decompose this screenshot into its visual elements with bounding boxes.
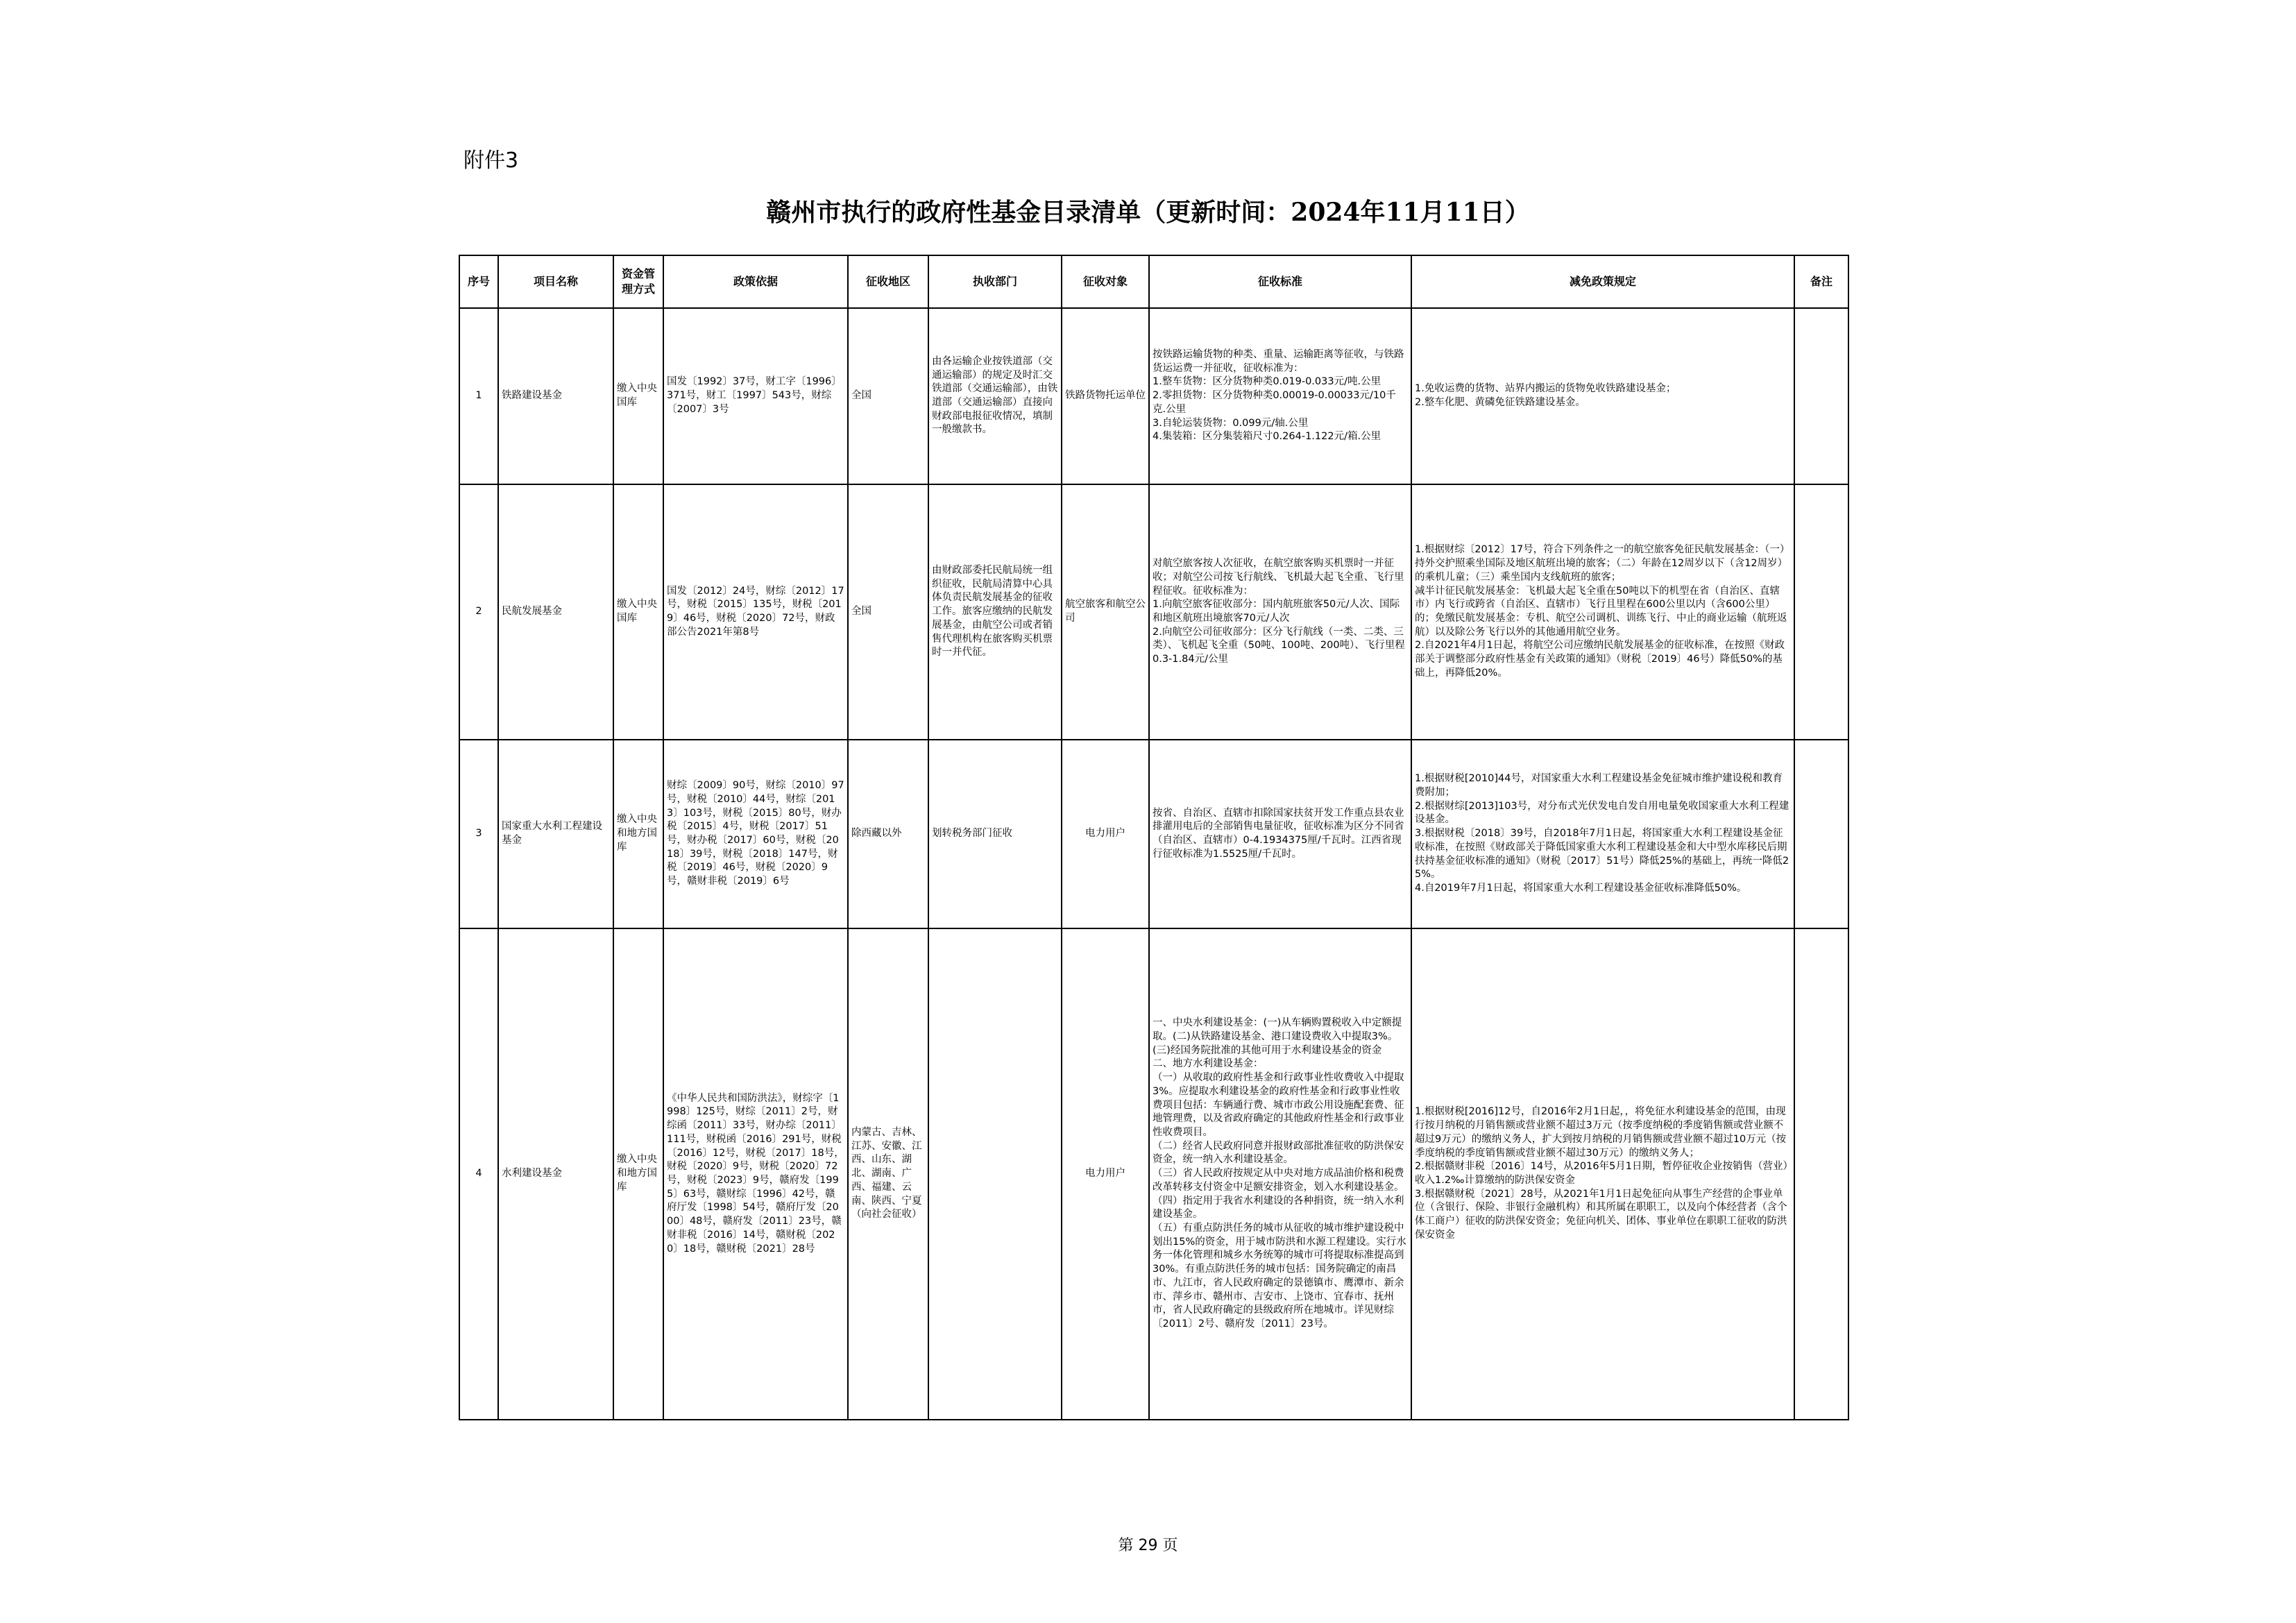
cell-mgmt: 缴入中央国库	[613, 308, 663, 484]
cell-basis: 《中华人民共和国防洪法》，财综字〔1998〕125号，财综〔2011〕2号，财综函〔2011〕33号，财办综〔2011〕111号，财税函〔2016〕291号，财税〔2016〕12号，财税〔2017〕18号，财税〔2020〕9号，财税〔2020〕72号，财税〔2023〕9号，赣府发〔1995〕63号，赣财综〔1996〕42号，赣府厅发〔1998〕54号，赣府厅发〔2000〕48号，赣府发〔2011〕23号，赣财非税〔2016〕14号，赣财税〔2020〕18号，赣财税〔2021〕28号	[663, 928, 848, 1420]
cell-exemption: 1.根据财综〔2012〕17号，符合下列条件之一的航空旅客免征民航发展基金：（一）持外交护照乘坐国际及地区航班出境的旅客；（二）年龄在12周岁以下（含12周岁）的乘机儿童；（三）乘坐国内支线航班的旅客； 减半计征民航发展基金：飞机最大起飞全重在50吨以下的机型在省（自治区、直辖市）内飞行或跨省（自治区、直辖市）飞行且里程在600公里以内（含600公里）的；免缴民航发展基金：专机、航空公司调机、训练飞行、中止的商业运输（航班返航）以及除公务飞行以外的其他通用航空业务。 2.自2021年4月1日起，将航空公司应缴纳民航发展基金的征收标准，在按照《财政部关于调整部分政府性基金有关政策的通知》（财税〔2019〕46号）降低50%的基础上，再降低20%。	[1411, 484, 1794, 740]
cell-target: 铁路货物托运单位	[1062, 308, 1149, 484]
cell-region: 除西藏以外	[848, 740, 928, 928]
cell-name: 铁路建设基金	[498, 308, 613, 484]
cell-seq: 2	[459, 484, 498, 740]
cell-standard: 按铁路运输货物的种类、重量、运输距离等征收，与铁路货运运费一并征收，征收标准为： 1.整车货物：区分货物种类0.019-0.033元/吨.公里 2.零担货物：区分货物种类0.00019-0.00033元/10千克.公里 3.自轮运装货物：0.099元/轴.公里 4.集装箱：区分集装箱尺寸0.264-1.122元/箱.公里	[1149, 308, 1411, 484]
table-row	[459, 928, 1848, 1420]
cell-seq: 3	[459, 740, 498, 928]
header-target: 征收对象	[1062, 255, 1149, 308]
cell-standard: 一、中央水利建设基金：(一)从车辆购置税收入中定额提取。(二)从铁路建设基金、港口建设费收入中提取3%。(三)经国务院批准的其他可用于水利建设基金的资金 二、地方水利建设基金： （一）从收取的政府性基金和行政事业性收费收入中提取3%。应提取水利建设基金的政府性基金和行政事业性收费项目包括：车辆通行费、城市市政公用设施配套费、征地管理费，以及省政府确定的其他政府性基金和行政事业性收费项目。 （二）经省人民政府同意并报财政部批准征收的防洪保安资金，统一纳入水利建设基金。 （三）省人民政府按规定从中央对地方成品油价格和税费改革转移支付资金中足额安排资金，划入水利建设基金。 （四）指定用于我省水利建设的各种捐资，统一纳入水利建设基金。 （五）有重点防洪任务的城市从征收的城市维护建设税中划出15%的资金，用于城市防洪和水源工程建设。实行水务一体化管理和城乡水务统筹的城市可将提取标准提高到30%。有重点防洪任务的城市包括：国务院确定的南昌市、九江市，省人民政府确定的景德镇市、鹰潭市、新余市、萍乡市、赣州市、吉安市、上饶市、宜春市、抚州市，省人民政府确定的县级政府所在地城市。详见财综〔2011〕2号、赣府发〔2011〕23号。	[1149, 928, 1411, 1420]
table-row	[459, 484, 1848, 740]
cell-mgmt: 缴入中央和地方国库	[613, 928, 663, 1420]
table-header-row	[459, 255, 1848, 308]
cell-target: 电力用户	[1062, 928, 1149, 1420]
cell-region: 内蒙古、吉林、江苏、安徽、江西、山东、湖北、湖南、广西、福建、云南、陕西、宁夏（向社会征收）	[848, 928, 928, 1420]
cell-target: 电力用户	[1062, 740, 1149, 928]
cell-target: 航空旅客和航空公司	[1062, 484, 1149, 740]
header-region: 征收地区	[848, 255, 928, 308]
cell-remark	[1794, 740, 1848, 928]
cell-seq: 4	[459, 928, 498, 1420]
header-exemption: 减免政策规定	[1411, 255, 1794, 308]
cell-region: 全国	[848, 484, 928, 740]
cell-basis: 财综〔2009〕90号，财综〔2010〕97号，财税〔2010〕44号，财综〔2013〕103号，财税〔2015〕80号，财办税〔2015〕4号，财税〔2017〕51号，财办税〔2017〕60号，财税〔2018〕39号，财税〔2018〕147号，财税〔2019〕46号，财税〔2020〕9号，赣财非税〔2019〕6号	[663, 740, 848, 928]
cell-remark	[1794, 928, 1848, 1420]
cell-dept: 由财政部委托民航局统一组织征收，民航局清算中心具体负责民航发展基金的征收工作。旅客应缴纳的民航发展基金，由航空公司或者销售代理机构在旅客购买机票时一并代征。	[928, 484, 1062, 740]
cell-remark	[1794, 308, 1848, 484]
header-mgmt: 资金管理方式	[613, 255, 663, 308]
cell-exemption: 1.免收运费的货物、站界内搬运的货物免收铁路建设基金； 2.整车化肥、黄磷免征铁路建设基金。	[1411, 308, 1794, 484]
cell-dept: 由各运输企业按铁道部（交通运输部）的规定及时汇交铁道部（交通运输部），由铁道部（交通运输部）直接向财政部电报征收情况，填制一般缴款书。	[928, 308, 1062, 484]
header-name: 项目名称	[498, 255, 613, 308]
attachment-label: 附件3	[464, 148, 519, 173]
cell-dept: 划转税务部门征收	[928, 740, 1062, 928]
cell-region: 全国	[848, 308, 928, 484]
fund-catalog-table	[459, 255, 1849, 1420]
cell-mgmt: 缴入中央国库	[613, 484, 663, 740]
cell-exemption: 1.根据财税[2010]44号，对国家重大水利工程建设基金免征城市维护建设税和教育费附加； 2.根据财综[2013]103号，对分布式光伏发电自发自用电量免收国家重大水利工程建设基金。 3.根据财税〔2018〕39号，自2018年7月1日起，将国家重大水利工程建设基金征收标准，在按照《财政部关于降低国家重大水利工程建设基金和大中型水库移民后期扶持基金征收标准的通知》（财税〔2017〕51号）降低25%的基础上，再统一降低25%。 4.自2019年7月1日起，将国家重大水利工程建设基金征收标准降低50%。	[1411, 740, 1794, 928]
header-remark: 备注	[1794, 255, 1848, 308]
header-standard: 征收标准	[1149, 255, 1411, 308]
header-dept: 执收部门	[928, 255, 1062, 308]
page-title: 赣州市执行的政府性基金目录清单（更新时间：2024年11月11日）	[766, 198, 1530, 227]
table-row	[459, 740, 1848, 928]
cell-name: 民航发展基金	[498, 484, 613, 740]
cell-basis: 国发〔1992〕37号，财工字〔1996〕371号，财工〔1997〕543号，财综〔2007〕3号	[663, 308, 848, 484]
cell-name: 水利建设基金	[498, 928, 613, 1420]
cell-mgmt: 缴入中央和地方国库	[613, 740, 663, 928]
cell-remark	[1794, 484, 1848, 740]
cell-standard: 对航空旅客按人次征收，在航空旅客购买机票时一并征收；对航空公司按飞行航线、飞机最大起飞全重、飞行里程征收。征收标准为： 1.向航空旅客征收部分：国内航班旅客50元/人次、国际和地区航班出境旅客70元/人次 2.向航空公司征收部分：区分飞行航线（一类、二类、三类）、飞机起飞全重（50吨、100吨、200吨）、飞行里程0.3-1.84元/公里	[1149, 484, 1411, 740]
cell-seq: 1	[459, 308, 498, 484]
cell-standard: 按省、自治区、直辖市扣除国家扶贫开发工作重点县农业排灌用电后的全部销售电量征收，征收标准为区分不同省（自治区、直辖市）0-4.1934375厘/千瓦时。江西省现行征收标准为1.5525厘/千瓦时。	[1149, 740, 1411, 928]
cell-basis: 国发〔2012〕24号，财综〔2012〕17号，财税〔2015〕135号，财税〔2019〕46号，财税〔2020〕72号，财政部公告2021年第8号	[663, 484, 848, 740]
table-row	[459, 308, 1848, 484]
cell-exemption: 1.根据财税[2016]12号，自2016年2月1日起，，将免征水利建设基金的范围，由现行按月纳税的月销售额或营业额不超过3万元（按季度纳税的季度销售额或营业额不超过9万元）的缴纳义务人，扩大到按月纳税的月销售额或营业额不超过10万元（按季度纳税的季度销售额或营业额不超过30万元）的缴纳义务人； 2.根据赣财非税〔2016〕14号，从2016年5月1日期，暂停征收企业按销售（营业）收入1.2‰计算缴纳的防洪保安资金 3.根据赣财税〔2021〕28号，从2021年1月1日起免征向从事生产经营的企事业单位（含银行、保险、非银行金融机构）和其所属在职职工，以及向个体经营者（含个体工商户）征收的防洪保安资金；免征向机关、团体、事业单位在职职工征收的防洪保安资金	[1411, 928, 1794, 1420]
header-basis: 政策依据	[663, 255, 848, 308]
cell-name: 国家重大水利工程建设基金	[498, 740, 613, 928]
page-number: 第 29 页	[1118, 1537, 1178, 1554]
cell-dept	[928, 928, 1062, 1420]
header-seq: 序号	[459, 255, 498, 308]
